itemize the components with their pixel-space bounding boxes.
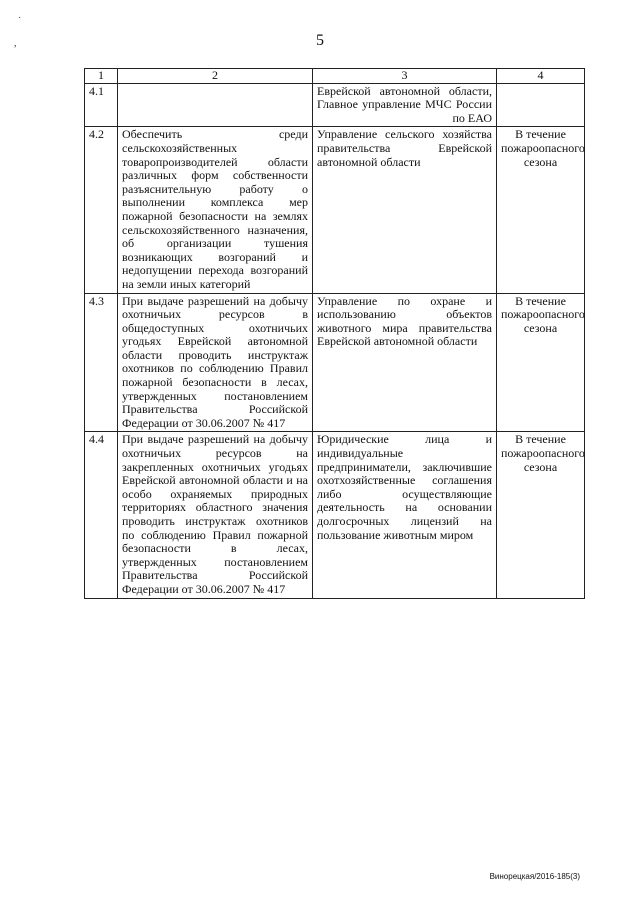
row-number: 4.1 [85,83,118,127]
row-executor: Управление сельского хозяйства правительства Еврейской автономной области [313,127,497,293]
table-row [85,432,585,598]
header-col-2: 2 [118,69,313,84]
row-executor: Юридические лица и индивидуальные предприниматели, заключившие охотхозяйственные соглашения либо осуществляющие деятельность на основании долгосрочных лицензий на пользование животным миром [313,432,497,598]
scan-speck: , [14,38,17,49]
row-executor: Управление по охране и использованию объектов животного мира правительства Еврейской автономной области [313,293,497,432]
row-action [118,83,313,127]
header-col-1: 1 [85,69,118,84]
measures-table [84,68,585,599]
table-header-row [85,69,585,84]
row-term [497,83,585,127]
row-action: Обеспечить среди сельскохозяйственных товаропроизводителей области различных форм собственности разъяснительную работу о выполнении комплекса мер пожарной безопасности на землях сельскохозяйственного назначения, об организации тушения возникающих возгораний и недопущении перехода возгораний на земли иных категорий [118,127,313,293]
row-term: В течение пожароопасного сезона [497,432,585,598]
table-row [85,127,585,293]
row-number: 4.2 [85,127,118,293]
row-term: В течение пожароопасного сезона [497,293,585,432]
page-number: 5 [316,32,324,49]
footer-doc-code: Винорецкая/2016-185(3) [489,872,580,881]
row-number: 4.4 [85,432,118,598]
header-col-3: 3 [313,69,497,84]
header-col-4: 4 [497,69,585,84]
table-row [85,293,585,432]
row-term: В течение пожароопасного сезона [497,127,585,293]
row-number: 4.3 [85,293,118,432]
row-action: При выдаче разрешений на добычу охотничьих ресурсов на закрепленных охотничьих угодьях Еврейской автономной области и на особо охраняемых природных территориях областного значения проводить инструктаж охотников по соблюдению Правил пожарной безопасности в лесах, утвержденных постановлением Правительства Российской Федерации от 30.06.2007 № 417 [118,432,313,598]
scan-speck: ˙ [18,16,22,27]
table-row [85,83,585,127]
row-action: При выдаче разрешений на добычу охотничьих ресурсов в общедоступных охотничьих угодьях Еврейской автономной области проводить инструктаж охотников по соблюдению Правил пожарной безопасности в лесах, утвержденных постановлением Правительства Российской Федерации от 30.06.2007 № 417 [118,293,313,432]
row-executor: Еврейской автономной области, Главное управление МЧС России по ЕАО [313,83,497,127]
